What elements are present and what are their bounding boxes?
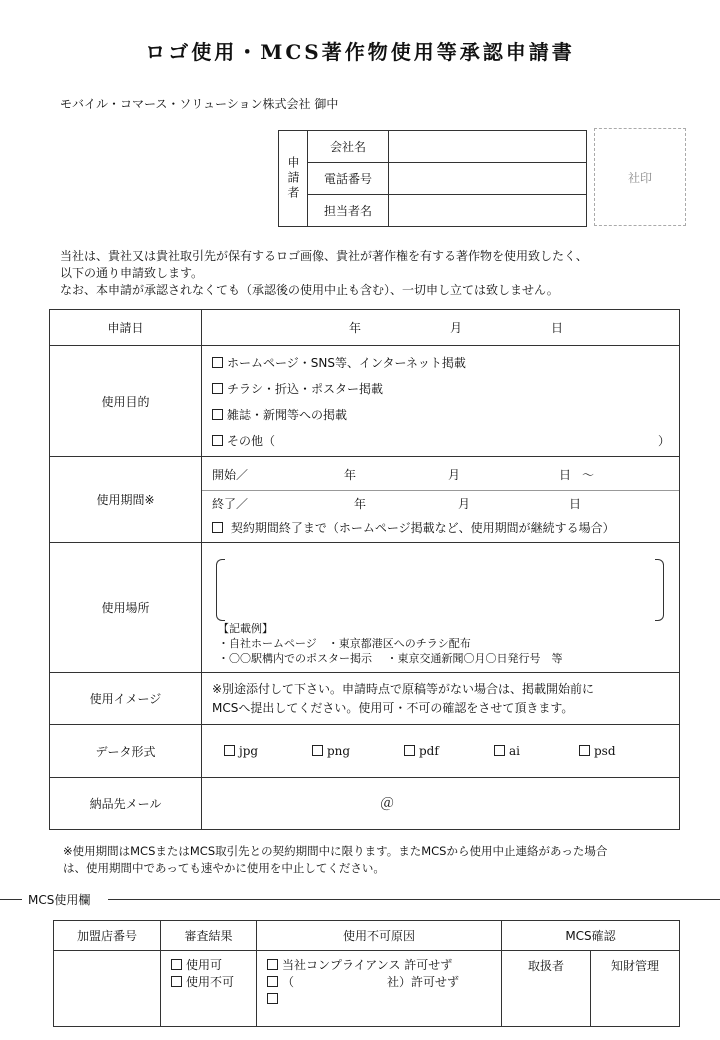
page-title: ロゴ使用・MCS著作物使用等承認申請書 (145, 40, 575, 64)
date-month: 月 (450, 320, 463, 335)
phone-label: 電話番号 (308, 163, 389, 195)
reason-header: 使用不可原因 (257, 921, 502, 951)
review-usable[interactable]: 使用可 (171, 957, 256, 974)
store-number-header: 加盟店番号 (54, 921, 161, 951)
company-field[interactable] (389, 131, 587, 163)
purpose-options (202, 346, 680, 457)
email-row (50, 778, 680, 830)
example-line-2: ・〇〇駅構内でのポスター掲示 ・東京交通新聞〇月〇日発行号 等 (218, 652, 563, 665)
ip-management-cell[interactable] (591, 951, 680, 1027)
example-title: 【記載例】 (218, 622, 273, 635)
intro-text (60, 248, 700, 299)
email-field[interactable] (202, 778, 680, 830)
format-options (202, 725, 680, 778)
checkbox-icon[interactable] (494, 745, 505, 756)
stamp-label: 社印 (627, 170, 652, 185)
checkbox-icon[interactable] (312, 745, 323, 756)
ip-management-label: 知財管理 (610, 959, 659, 973)
contract-end-option[interactable]: 契約期間終了まで（ホームページ掲載など、使用期間が継続する場合） (212, 517, 679, 539)
place-examples (218, 621, 563, 666)
phone-field[interactable] (389, 163, 587, 195)
place-row (50, 543, 680, 673)
at-sign: ＠ (380, 795, 394, 812)
mcs-confirm-header: MCS確認 (502, 921, 680, 951)
image-row (50, 673, 680, 725)
date-label: 申請日 (50, 310, 202, 346)
company-stamp-box (594, 128, 686, 226)
usage-period-note (63, 843, 693, 877)
period-end[interactable]: 終了／ 年 月 日 (212, 497, 582, 511)
format-label: データ形式 (50, 725, 202, 778)
checkbox-icon[interactable] (171, 959, 182, 970)
email-label: 納品先メール (50, 778, 202, 830)
intro-line-2: 以下の通り申請致します。 (60, 266, 204, 280)
checkbox-icon[interactable] (212, 383, 223, 394)
handler-label: 取扱者 (527, 959, 564, 973)
period-start[interactable]: 開始／ 年 月 日 ～ (202, 460, 679, 491)
place-label: 使用場所 (50, 543, 202, 673)
date-year: 年 (349, 320, 362, 335)
period-fields (202, 457, 680, 543)
date-field[interactable] (202, 310, 680, 346)
mcs-use-table (53, 920, 680, 1027)
company-label: 会社名 (308, 131, 389, 163)
note-line-1: ※使用期間はMCSまたはMCS取引先との契約期間中に限ります。またMCSから使用中止連絡があった場合 (63, 844, 608, 858)
review-options (161, 951, 257, 1027)
review-unusable[interactable]: 使用不可 (171, 974, 256, 991)
other-close-paren: ） (658, 434, 671, 448)
date-day: 日 (551, 320, 564, 335)
checkbox-icon[interactable] (267, 993, 278, 1004)
image-note: ※別途添付して下さい。申請時点で原稿等がない場合は、掲載開始前に MCSへ提出してください。使用可・不可の確認をさせて頂きます。 (202, 673, 680, 725)
checkbox-icon[interactable] (267, 976, 278, 987)
format-row (50, 725, 680, 778)
checkbox-icon[interactable] (579, 745, 590, 756)
checkbox-icon[interactable] (267, 959, 278, 970)
intro-line-3: なお、本申請が承認されなくても（承認後の使用中止も含む）、一切申し立ては致しません。 (60, 283, 559, 297)
note-line-2: は、使用期間中であっても速やかに使用を中止してください。 (63, 861, 385, 875)
date-row (50, 310, 680, 346)
checkbox-icon[interactable] (212, 435, 223, 446)
addressee: モバイル・コマース・ソリューション株式会社 御中 (60, 97, 339, 111)
checkbox-icon[interactable] (404, 745, 415, 756)
reason-company[interactable]: （ 社）許可せず (267, 974, 501, 991)
format-option-png[interactable]: png (312, 738, 350, 764)
divider-line-left (0, 899, 22, 900)
purpose-label: 使用目的 (50, 346, 202, 457)
example-line-1: ・自社ホームページ ・東京都港区へのチラシ配布 (218, 637, 471, 650)
handler-cell[interactable] (502, 951, 591, 1027)
applicant-group-text: 申請者 (286, 156, 300, 201)
purpose-option[interactable]: 雑誌・新聞等への掲載 (212, 402, 679, 428)
applicant-table (278, 130, 587, 227)
reason-other[interactable] (267, 991, 501, 1008)
divider-line-right (108, 899, 720, 900)
checkbox-icon[interactable] (224, 745, 235, 756)
reason-options (257, 951, 502, 1027)
person-label: 担当者名 (308, 195, 389, 227)
image-label: 使用イメージ (50, 673, 202, 725)
purpose-option[interactable]: その他（ ） (212, 428, 679, 454)
place-field (202, 543, 680, 673)
checkbox-icon[interactable] (212, 357, 223, 368)
mcs-section-title: MCS使用欄 (28, 893, 91, 907)
person-field[interactable] (389, 195, 587, 227)
place-input-area[interactable] (216, 559, 664, 619)
period-row (50, 457, 680, 543)
applicant-group-label (279, 131, 308, 227)
format-option-jpg[interactable]: jpg (224, 738, 258, 764)
checkbox-icon[interactable] (212, 522, 223, 533)
checkbox-icon[interactable] (212, 409, 223, 420)
format-option-psd[interactable]: psd (579, 738, 616, 764)
purpose-option[interactable]: チラシ・折込・ポスター掲載 (212, 376, 679, 402)
reason-compliance[interactable]: 当社コンプライアンス 許可せず (267, 957, 501, 974)
period-label: 使用期間※ (50, 457, 202, 543)
purpose-row (50, 346, 680, 457)
purpose-option[interactable]: ホームページ・SNS等、インターネット掲載 (212, 350, 679, 376)
store-number-field[interactable] (54, 951, 161, 1027)
format-option-pdf[interactable]: pdf (404, 738, 439, 764)
intro-line-1: 当社は、貴社又は貴社取引先が保有するロゴ画像、貴社が著作権を有する著作物を使用致したく、 (60, 249, 588, 263)
checkbox-icon[interactable] (171, 976, 182, 987)
application-form-table (49, 309, 680, 830)
format-option-ai[interactable]: ai (494, 738, 520, 764)
review-header: 審査結果 (161, 921, 257, 951)
